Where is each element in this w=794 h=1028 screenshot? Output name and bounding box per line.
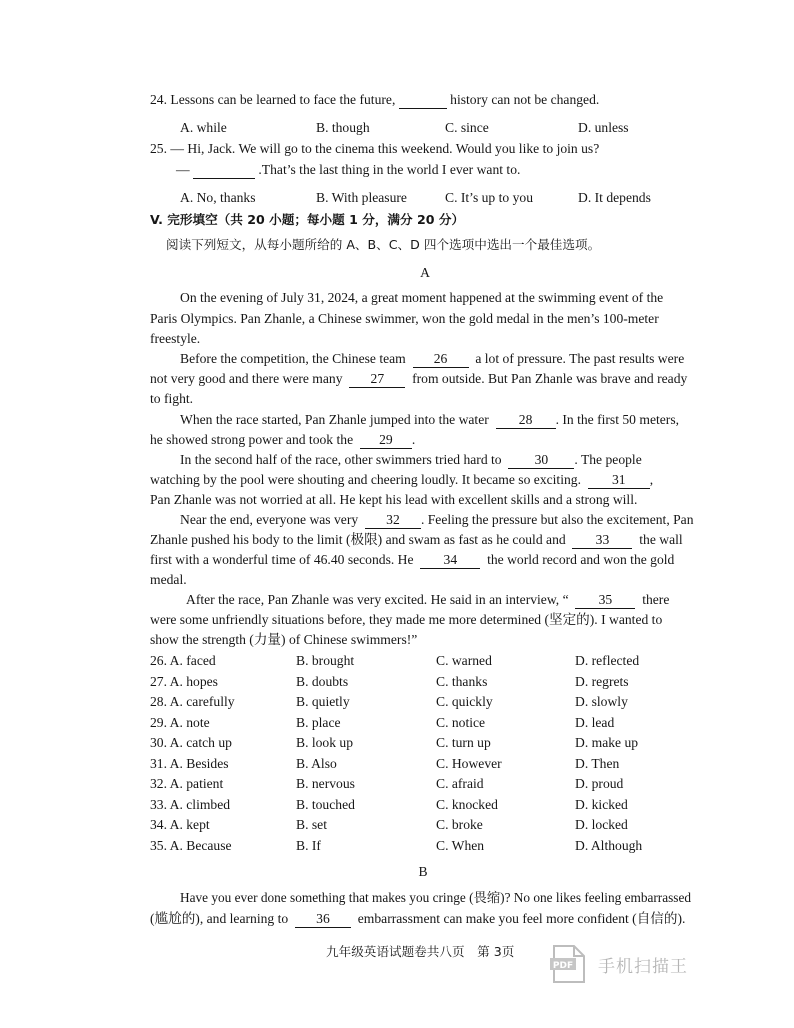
page-footer: 九年级英语试题卷共八页 第 3页 [326, 944, 515, 959]
passage-a-p4-line2-a: watching by the pool were shouting and cheering loudly. It became so exciting. [150, 472, 581, 487]
passage-a-p4-line1-a: In the second half of the race, other swimmers tried hard to [180, 452, 502, 467]
choice-29-a: 29. A. note [150, 715, 210, 730]
passage-b-line2-a: (尴尬的), and learning to [150, 911, 289, 926]
choice-32-b: B. nervous [296, 776, 355, 791]
choice-26-a: 26. A. faced [150, 653, 216, 668]
q24-stem [150, 90, 599, 110]
choice-34-c: C. broke [436, 817, 483, 832]
section-instruction: 阅读下列短文，从每小题所给的 A、B、C、D 四个选项中选出一个最佳选项。 [166, 237, 601, 252]
blank-36: 36 [295, 911, 351, 928]
passage-a-p4-line1-b: . The people [574, 452, 642, 467]
choice-31-d: D. Then [575, 756, 620, 771]
passage-a-p3-line1-b: . In the first 50 meters, [555, 412, 680, 427]
blank-30: 30 [508, 452, 574, 469]
choice-29-b: B. place [296, 715, 341, 730]
choice-28-b: B. quietly [296, 694, 350, 709]
choice-33-a: 33. A. climbed [150, 797, 231, 812]
passage-a-p6-line1-a: After the race, Pan Zhanle was very excited. He said in an interview, “ [186, 592, 569, 607]
q25-blank [193, 162, 255, 179]
passage-a-p2-line1-b: a lot of pressure. The past results were [475, 351, 685, 366]
passage-a-p5-line2 [150, 530, 683, 550]
blank-31: 31 [588, 472, 650, 489]
passage-a-p5-line1-a: Near the end, everyone was very [180, 512, 359, 527]
blank-28: 28 [496, 412, 556, 429]
passage-b-line2-b: embarrassment can make you feel more confident (自信的). [357, 911, 686, 926]
choice-33-d: D. kicked [575, 797, 628, 812]
passage-a-p4-line3: Pan Zhanle was not worried at all. He kept his lead with excellent skills and a strong will. [150, 492, 638, 507]
choice-34-b: B. set [296, 817, 327, 832]
choice-26-d: D. reflected [575, 653, 640, 668]
passage-a-p5-line2-a: Zhanle pushed his body to the limit (极限) and swam as fast as he could and [150, 532, 566, 547]
choice-34-d: D. locked [575, 817, 628, 832]
choice-33-b: B. touched [296, 797, 355, 812]
q25-option-a: A. No, thanks [180, 190, 256, 205]
passage-b-line2 [150, 909, 685, 929]
watermark-text: 手机扫描王 [598, 957, 688, 977]
q24-stem-after: history can not be changed. [450, 92, 600, 107]
choice-26-c: C. warned [436, 653, 492, 668]
passage-b-label: B [418, 864, 428, 879]
blank-33: 33 [572, 532, 632, 549]
passage-a-p4-line1 [180, 450, 642, 470]
q24-option-d: D. unless [578, 120, 629, 135]
choice-27-d: D. regrets [575, 674, 629, 689]
passage-a-p5-line1-b: . Feeling the pressure but also the excitement, Pan [420, 512, 694, 527]
passage-a-p3-line1-a: When the race started, Pan Zhanle jumped into the water [180, 412, 489, 427]
choice-29-d: D. lead [575, 715, 615, 730]
choice-30-d: D. make up [575, 735, 639, 750]
blank-35: 35 [575, 592, 635, 609]
q24-option-c: C. since [445, 120, 489, 135]
q25-dash: — [176, 162, 190, 177]
passage-a-p2-line1-a: Before the competition, the Chinese team [180, 351, 406, 366]
passage-a-p2-line2 [150, 369, 687, 389]
passage-a-p5-line1 [180, 510, 694, 530]
passage-a-p6-line2: were some unfriendly situations before, they made me more determined (坚定的). I wanted to [150, 612, 663, 627]
q24-blank [399, 92, 447, 109]
choice-34-a: 34. A. kept [150, 817, 210, 832]
q25-option-b: B. With pleasure [316, 190, 407, 205]
choice-27-c: C. thanks [436, 674, 488, 689]
svg-text:PDF: PDF [552, 961, 574, 971]
passage-a-p2-line2-b: from outside. But Pan Zhanle was brave and ready [412, 371, 688, 386]
choice-35-d: D. Although [575, 838, 643, 853]
passage-a-p2-line1 [180, 349, 684, 369]
passage-a-p4-line2-b: , [649, 472, 654, 487]
choice-32-a: 32. A. patient [150, 776, 224, 791]
passage-a-p3-line1 [180, 410, 679, 430]
passage-a-p1-line1: On the evening of July 31, 2024, a great moment happened at the swimming event of the [180, 290, 664, 305]
passage-a-p5-line4: medal. [150, 572, 187, 587]
passage-a-p3-line2-b: . [411, 432, 416, 447]
q24-option-b: B. though [316, 120, 370, 135]
passage-a-p2-line3: to fight. [150, 391, 194, 406]
choice-29-c: C. notice [436, 715, 486, 730]
choice-28-a: 28. A. carefully [150, 694, 235, 709]
passage-a-p4-line2 [150, 470, 653, 490]
pdf-icon [548, 944, 590, 984]
passage-a-p1-line2: Paris Olympics. Pan Zhanle, a Chinese swimmer, won the gold medal in the men’s 100-meter [150, 311, 659, 326]
choice-26-b: B. brought [296, 653, 355, 668]
choice-31-c: C. However [436, 756, 502, 771]
choice-33-c: C. knocked [436, 797, 498, 812]
passage-a-p3-line2 [150, 430, 415, 450]
passage-a-p6-line3: show the strength (力量) of Chinese swimmers!” [150, 632, 418, 647]
q25-option-c: C. It’s up to you [445, 190, 533, 205]
choice-32-c: C. afraid [436, 776, 484, 791]
section-title: V. 完形填空（共 20 小题；每小题 1 分，满分 20 分） [150, 212, 465, 227]
passage-a-p5-line3 [150, 550, 674, 570]
passage-a-p2-line2-a: not very good and there were many [150, 371, 343, 386]
passage-a-p6-line1-b: there [642, 592, 670, 607]
passage-a-p5-line3-b: the world record and won the gold [487, 552, 675, 567]
blank-32: 32 [365, 512, 421, 529]
q25-option-d: D. It depends [578, 190, 651, 205]
blank-34: 34 [420, 552, 480, 569]
choice-35-b: B. If [296, 838, 321, 853]
choice-35-a: 35. A. Because [150, 838, 232, 853]
choice-28-c: C. quickly [436, 694, 493, 709]
q25-stem: 25. — Hi, Jack. We will go to the cinema this weekend. Would you like to join us? [150, 141, 600, 156]
passage-a-p6-line1 [186, 590, 669, 610]
choice-32-d: D. proud [575, 776, 624, 791]
choice-30-a: 30. A. catch up [150, 735, 232, 750]
blank-29: 29 [360, 432, 412, 449]
scanner-watermark [548, 944, 718, 984]
choice-30-b: B. look up [296, 735, 354, 750]
passage-a-p5-line2-b: the wall [639, 532, 683, 547]
blank-27: 27 [349, 371, 405, 388]
choice-28-d: D. slowly [575, 694, 628, 709]
choice-27-a: 27. A. hopes [150, 674, 218, 689]
q25-reply-after: .That’s the last thing in the world I ever want to. [258, 162, 521, 177]
q25-reply [176, 160, 520, 180]
choice-31-a: 31. A. Besides [150, 756, 229, 771]
passage-a-p3-line2-a: he showed strong power and took the [150, 432, 354, 447]
choice-27-b: B. doubts [296, 674, 349, 689]
choice-35-c: C. When [436, 838, 485, 853]
choice-31-b: B. Also [296, 756, 337, 771]
passage-b-line1: Have you ever done something that makes you cringe (畏缩)? No one likes feeling embarrassed [180, 890, 692, 905]
passage-a-label: A [420, 265, 430, 280]
blank-26: 26 [413, 351, 469, 368]
q24-option-a: A. while [180, 120, 227, 135]
q24-stem-before: 24. Lessons can be learned to face the future, [150, 92, 396, 107]
passage-a-p1-line3: freestyle. [150, 331, 201, 346]
choice-30-c: C. turn up [436, 735, 491, 750]
passage-a-p5-line3-a: first with a wonderful time of 46.40 seconds. He [150, 552, 414, 567]
